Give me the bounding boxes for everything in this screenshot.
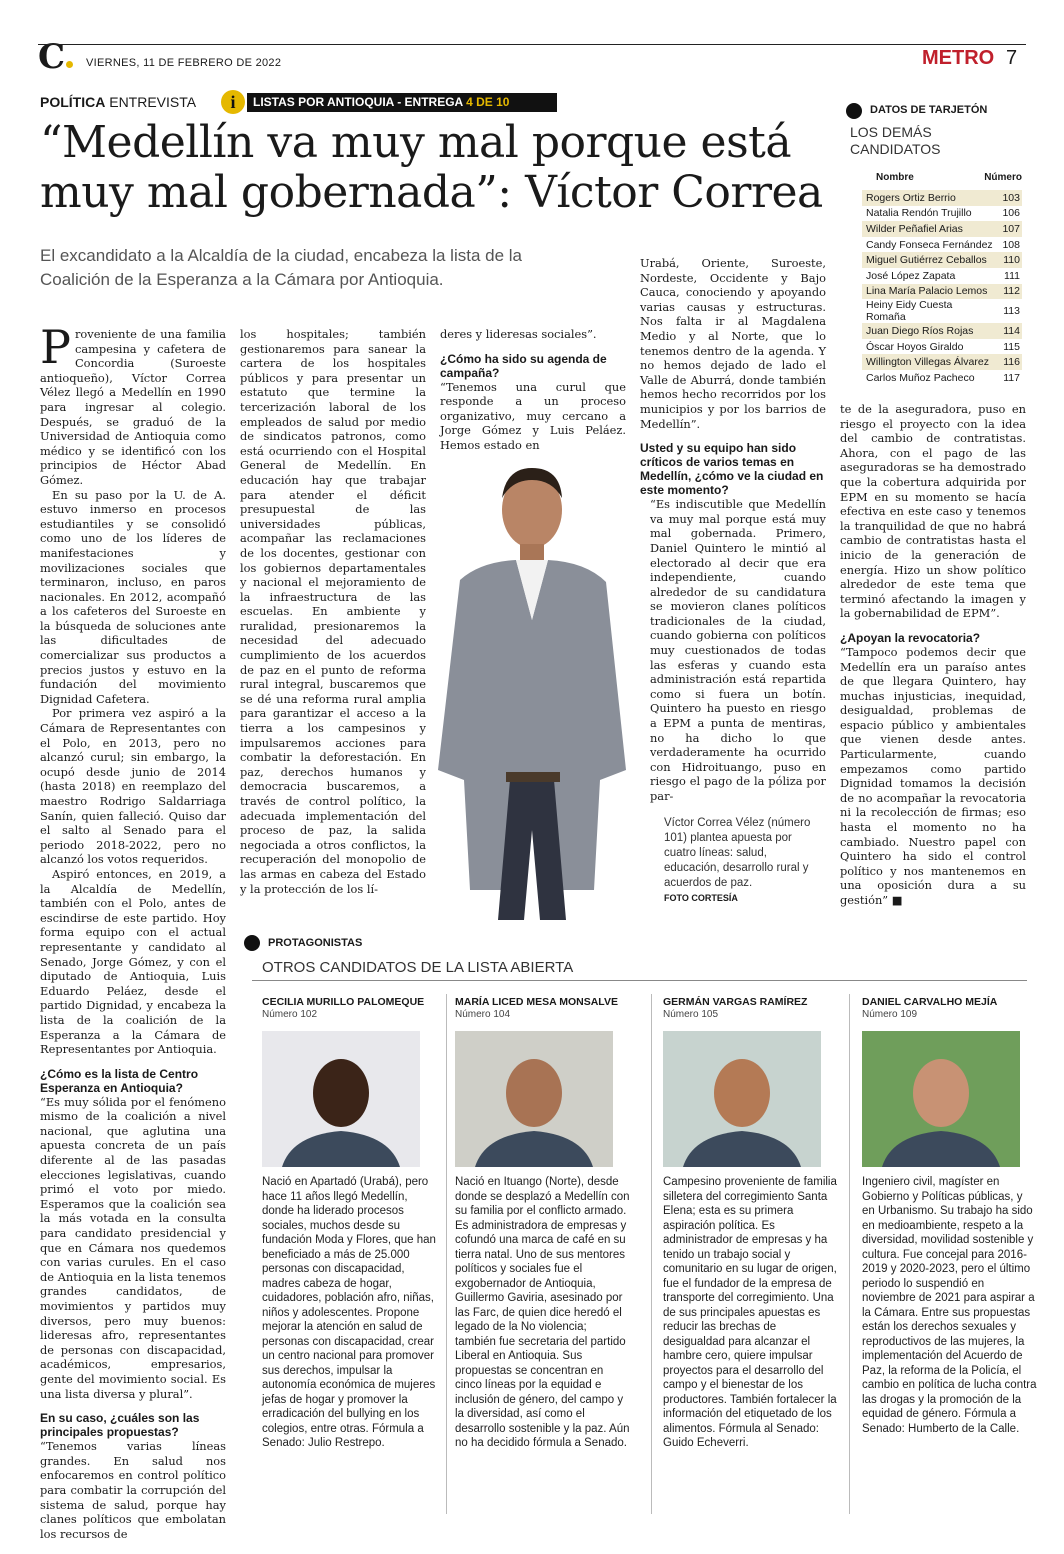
candidate-name: Óscar Hoyos Giraldo [866, 340, 964, 353]
profile-name: CECILIA MURILLO PALOMEQUE [262, 996, 425, 1008]
end-mark: ■ [891, 893, 903, 907]
candidate-name: Miguel Gutiérrez Ceballos [862, 252, 998, 268]
answer: “Tampoco podemos decir que Medellín era un paraíso antes de que llegara Quintero, hay muchas injusticias, inequidad, desigualdad, problemas de espacio público y ambientales que vienen desde antes. Particularmente, cuando empezamos como partido Dignidad tomamos la decisión de no acompañar la revocatoria ni la recolección de firmas; eso hasta el momento no ha cambiado. Nuestro papel con Quintero ha sido el control político y nos mantenemos en una oposición dura a su gestión” ■ [840, 644, 1026, 907]
candidate-name: Candy Fonseca Fernández [866, 238, 993, 251]
candidate-row [862, 323, 1022, 339]
candidate-number: 113 [1003, 305, 1020, 318]
protagonists-title: PROTAGONISTAS [268, 937, 363, 949]
paragraph: te de la aseguradora, puso en riesgo el proyecto con la idea del cambio de contratistas. Ahora, con el pago de las aseguradoras se ha demostrado que la cobertura adquirida por EPM en su momento se hacía efectiva en este caso y tenemos la tranquilidad de que no habrá cambio de contratistas hasta el inicio de la generación de energía. Hizo un show político alrededor de este tema que terminó afectando la imagen y la gobernabilidad de EPM”. [840, 402, 1026, 621]
ballot-icon [846, 103, 862, 119]
column-divider [446, 994, 447, 1514]
candidate-name: Natalia Rendón Trujillo [866, 207, 972, 220]
section-name: METRO [922, 47, 995, 69]
candidate-profile [455, 996, 630, 1451]
kicker-section: POLÍTICA [40, 94, 106, 110]
kicker-type: ENTREVISTA [109, 94, 197, 110]
answer: “Tenemos una curul que responde a un proceso organizativo, muy cercano a Jorge Gómez y Luis Peláez. Hemos estado en [440, 379, 626, 452]
candidate-row [862, 354, 1022, 370]
profile-photo [455, 1031, 613, 1167]
body-column-2 [240, 327, 426, 896]
question: ¿Cómo ha sido su agenda de campaña? [440, 351, 607, 380]
page-number: 7 [1006, 47, 1018, 69]
profile-photo [262, 1031, 420, 1167]
answer: “Es muy sólida por el fenómeno mismo de la coalición a nivel nacional, que aglutina una apuesta concreta de un país diferente al de las pasadas elecciones legislativas, cuando primó el voto por miedo. Esperamos que la coalición sea la más votada en la consulta para candidato presidencial y que en Cámara nos quedemos con varias curules. En el caso de Antioquia en la lista tenemos grandes candidatos, de movimientos y partidos muy diversos, pero muy buenos: lideresas afro, representantes de personas con discapacidad, académicos, empresarios, gente del movimiento social. Es una lista diversa y plural”. [40, 1094, 226, 1401]
paragraph: Proveniente de una familia campesina y cafetera de Concordia (Suroeste antioqueño), Víctor Correa Vélez llegó a Medellín en 1990 para ingresar al colegio. Después, se graduó de la Universidad de Antioquia como médico y se identificó con los principios de Héctor Abad Gómez. [40, 320, 226, 487]
column-divider [849, 994, 850, 1514]
drop-cap: P [40, 320, 71, 374]
candidate-row [862, 268, 1022, 284]
candidate-name: Carlos Muñoz Pacheco [866, 371, 975, 384]
answer: “Es indiscutible que Medellín va muy mal porque está muy mal gobernada. Primero, Daniel Quintero le mintió al electorado al decir que era independiente, cuando alrededor de su candidatura se movieron clanes políticos tradicionales de la ciudad, cuando gobierna con políticos muy cuestionados de todas las esferas y cuando esta administración está repartida como si fuera un botín. Quintero ha puesto en riesgo a EPM a punta de mentiras, no ha dicho lo que verdaderamente ha ocurrido con Hidroituango, puso en riesgo el pago de la póliza por par- [650, 497, 826, 803]
candidate-row [862, 221, 1022, 237]
candidate-number: 108 [1002, 238, 1020, 251]
candidate-name: Heiny Eidy Cuesta Romaña [866, 299, 953, 324]
question: En su caso, ¿cuáles son las principales propuestas? [40, 1411, 200, 1440]
candidate-photo [420, 450, 644, 920]
col-num-header: Número [984, 172, 1022, 183]
candidate-number: 116 [998, 354, 1022, 370]
candidate-profile [262, 996, 437, 1451]
profile-text: Nació en Apartadó (Urabá), pero hace 11 años llegó Medellín, donde ha liderado procesos sociales, muchos desde su fundación Moda y Flores, que han beneficiado a más de 25.000 personas con discapacidad, madres cabeza de hogar, cuidadores, población afro, niñas, niños y adolescentes. Propone mejorar la atención en salud de personas con discapacidad, crear un centro nacional para promover sus derechos, impulsar la autonomía económica de mujeres jefas de hogar y promover la erradicación del bullying en los colegios, entre otras. Fórmula a Senado: Julio Restrepo. [262, 1176, 436, 1449]
candidate-number: 106 [1002, 207, 1020, 220]
candidate-number: 107 [998, 221, 1022, 237]
candidate-name: Rogers Ortiz Berrio [862, 190, 998, 206]
paragraph: Aspiró entonces, en 2019, a la Alcaldía de Medellín, también con el Polo, antes de escindirse de este partido. Hoy forma equipo con el actual representante y candidato al Senado, Jorge Gómez, y con el diputado de Antioquia, Luis Eduardo Peláez, desde el partido Dignidad, y encabeza la lista de la coalición de la Esperanza a la Cámara de Representantes por Antioquia. [40, 866, 226, 1057]
candidate-name: Willington Villegas Álvarez [862, 354, 998, 370]
candidate-row [862, 190, 1022, 206]
candidate-row [862, 370, 1022, 386]
headline: “Medellín va muy mal porque está muy mal gobernada”: Víctor Correa [40, 117, 823, 218]
photo-caption: Víctor Correa Vélez (número 101) plantea apuesta por cuatro líneas: salud, educación, desarrollo rural y acuerdos de paz. [664, 817, 811, 889]
candidate-number: 103 [998, 190, 1022, 206]
candidate-number: 117 [1003, 371, 1020, 384]
profile-number: Número 104 [455, 1009, 511, 1020]
profile-photo [862, 1031, 1020, 1167]
series-number: 4 DE 10 [466, 95, 510, 109]
photo-credit: FOTO CORTESÍA [664, 893, 738, 903]
profile-text: Nació en Ituango (Norte), desde donde se desplazó a Medellín con su familia por el conflicto armado. Es administradora de empresas y cofundó una marca de café en su tierra natal. Uno de sus mentores políticos y sociales fue el exgobernador de Antioquia, Guillermo Gaviria, asesinado por las Farc, de quien dice heredó el legado de la No violencia; también fue secretaria del partido Liberal en Antioquia. Sus propuestas se concentran en cinco líneas por la equidad e inclusión de género, del campo y la diversidad, así como el desarrollo sostenible y la paz. Aún no ha decidido fórmula a Senado. [455, 1176, 630, 1449]
body-column-5 [840, 402, 1026, 908]
question: Usted y su equipo han sido críticos de varios temas en Medellín, ¿cómo ve la ciudad en este momento? [640, 441, 824, 498]
candidate-name: Wilder Peñafiel Arias [862, 221, 998, 237]
info-icon: i [221, 90, 245, 114]
profile-number: Número 102 [262, 1009, 318, 1020]
candidate-number: 114 [998, 323, 1022, 339]
candidates-table [862, 190, 1022, 386]
series-banner: LISTAS POR ANTIOQUIA - ENTREGA 4 DE 10 [247, 93, 557, 112]
candidate-number: 111 [1004, 269, 1020, 282]
profile-photo [663, 1031, 821, 1167]
header-rule [38, 44, 1026, 45]
paragraph: deres y lideresas sociales”. [440, 327, 597, 341]
newspaper-logo: C [38, 40, 73, 74]
sidebar-title: DATOS DE TARJETÓN [870, 104, 988, 116]
body-column-4 [640, 256, 826, 804]
paragraph: Urabá, Oriente, Suroeste, Nordeste, Occidente y Bajo Cauca, conociendo y apoyando varias causas y estructuras. Nos falta ir al Magdalena Medio y al Norte, que lo tenemos dentro de la agenda. Y no hemos dejado de lado el Valle de Aburrá, donde también hemos hecho recorridos por los municipios y por los barrios de Medellín”. [640, 256, 826, 431]
candidate-name: Lina María Palacio Lemos [862, 284, 998, 300]
profile-name: DANIEL CARVALHO MEJÍA [862, 996, 998, 1008]
dek: El excandidato a la Alcaldía de la ciudad, encabeza la lista de la Coalición de la Esperanza a la Cámara por Antioquia. [40, 246, 522, 289]
profile-text: Campesino proveniente de familia silletera del corregimiento Santa Elena; esta es su primera aspiración política. Es administrador de empresas y ha tenido un trabajo social y comunitario en su lugar de origen, fue el fundador de la empresa de transporte del corregimiento. Una de sus principales apuestas es reducir las brechas de desigualdad para alcanzar el hambre cero, quiere impulsar proyectos para el desarrollo del campo y el bienestar de los productores. También fortalecer la información del etiquetado de los alimentos. Fórmula al Senado: Guido Echeverri. [663, 1176, 837, 1449]
candidate-name: Juan Diego Ríos Rojas [862, 323, 998, 339]
candidate-row [862, 206, 1022, 222]
profile-text: Ingeniero civil, magíster en Gobierno y Políticas públicas, y en Urbanismo. Su trabajo ha sido en medioambiente, respeto a la diversidad, movilidad sostenible y cultura. Fue concejal para 2016-2019 y 2020-2023, pero el último periodo lo suspendió en noviembre de 2021 para aspirar a la Cámara. Entre sus propuestas están los derechos sexuales y reproductivos de las mujeres, la implementación del Acuerdo de Paz, la reforma de la Policía, el cambio en política de lucha contra las drogas y la promoción de la equidad de género. Fórmula a Senado: Humberto de la Calle. [862, 1176, 1037, 1435]
table-header [866, 172, 1022, 183]
candidate-row [862, 252, 1022, 268]
profile-number: Número 105 [663, 1009, 719, 1020]
candidate-name: José López Zapata [866, 269, 956, 282]
profile-name: MARÍA LICED MESA MONSALVE [455, 996, 618, 1008]
sidebar-subtitle: LOS DEMÁS CANDIDATOS [850, 124, 941, 157]
candidate-profile [663, 996, 838, 1451]
body-column-1 [40, 320, 226, 1541]
article-kicker [40, 94, 196, 110]
candidate-number: 115 [1003, 340, 1020, 353]
candidate-number: 110 [998, 252, 1022, 268]
paragraph: Por primera vez aspiró a la Cámara de Representantes con el Polo, en 2013, pero no alcanzó curul; sin embargo, la ocupó desde junio de 2014 (hasta 2018) en reemplazo del maestro Rodrigo Saldarriaga Sanín, quien falleció. Quiso dar el salto al Senado para el periodo 2018-2022, pero no alcanzó los votos requeridos. [40, 706, 226, 867]
protagonists-icon [244, 935, 260, 951]
issue-date: VIERNES, 11 DE FEBRERO DE 2022 [86, 57, 282, 69]
col-name-header: Nombre [876, 172, 914, 183]
candidate-row [862, 339, 1022, 355]
candidate-row [862, 237, 1022, 253]
profile-name: GERMÁN VARGAS RAMÍREZ [663, 996, 808, 1008]
column-divider [651, 994, 652, 1514]
candidate-number: 112 [998, 284, 1022, 300]
profile-number: Número 109 [862, 1009, 918, 1020]
paragraph: los hospitales; también gestionaremos para sanear la cartera de los hospitales públicos y para presentar un estatuto que termine la tercerización laboral de los empleados de salud por medio de sindicatos patronos, como está ocurriendo con el Hospital General de Medellín. En educación hay que trabajar para atender el déficit presupuestal de las universidades públicas, acompañar las reclamaciones de los docentes, gestionar con los gobiernos departamentales y nacional el mejoramiento de la infraestructura de las escuelas. En ambiente y ruralidad, presionaremos la necesidad del adecuado cumplimiento de los acuerdos de paz en el punto de reforma rural integral, buscaremos que se dé una reforma rural amplia para garantizar el acceso a la tierra a los campesinos y impulsaremos acciones para combatir la deforestación. En paz, derechos humanos y democracia buscaremos, a través de control político, la adecuada implementación del proceso de paz, la salida negociada a otros conflictos, la recuperación del monopolio de las armas en cabeza del Estado y la protección de los lí- [240, 327, 426, 896]
candidate-profile [862, 996, 1037, 1436]
question: ¿Cómo es la lista de Centro Esperanza en Antioquia? [40, 1066, 199, 1095]
candidate-row [862, 284, 1022, 300]
answer: “Tenemos varias líneas grandes. En salud nos enfocaremos en control político para combatir la corrupción del sistema de salud, porque hay clanes políticos que embolatan los recursos de [40, 1439, 226, 1541]
protagonists-rule [252, 980, 1027, 981]
candidate-row [862, 299, 1022, 323]
paragraph: En su paso por la U. de A. estuvo inmerso en procesos estudiantiles y se consolidó como uno de los líderes de manifestaciones y movilizaciones sociales que terminaron, incluso, en paros nacionales. En 2012, acompañó a los cafeteros del Suroeste en la búsqueda de soluciones ante las dificultades de comercializar sus productos a precios justos y estuvo en la fundación del movimiento Dignidad Cafetera. [40, 487, 226, 706]
protagonists-subtitle: OTROS CANDIDATOS DE LA LISTA ABIERTA [262, 959, 574, 976]
question: ¿Apoyan la revocatoria? [840, 630, 981, 645]
body-column-3 [440, 327, 626, 453]
